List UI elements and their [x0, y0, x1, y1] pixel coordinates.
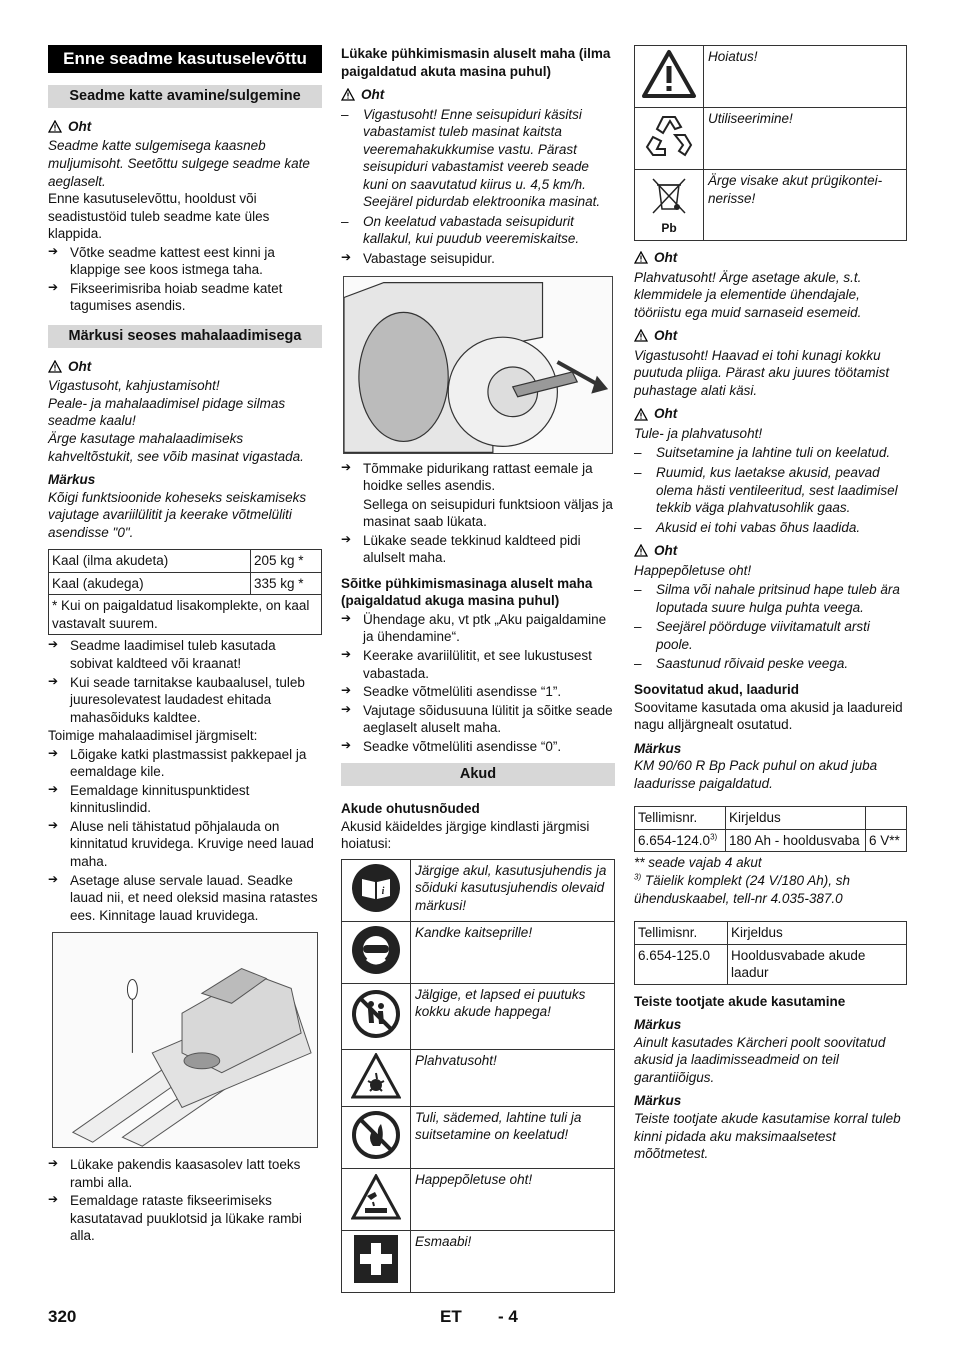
instruction-step: ➔ Vajutage sõidusuuna lülitit ja sõitke seade aeglaselt aluselt maha. — [341, 702, 615, 737]
page-number: 320 — [48, 1307, 77, 1326]
table-cell: 6 V** — [866, 829, 907, 852]
note-text: Ainult kasutades Kärcheri poolt soovitatud akusid ja laadimisseadmeid on teil garantiiõigus. — [634, 1034, 886, 1085]
section-batteries: Akud — [341, 763, 615, 786]
note-heading: Märkus — [48, 472, 96, 488]
table-row — [342, 983, 615, 1049]
table-footnote: * Kui on paigaldatud lisakomplekte, on kaal vastavalt suurem. — [49, 595, 322, 635]
symbol-text: Tuli, sädemed, lahtine tuli ja suitsetamine on keelatud! — [411, 1106, 615, 1168]
table-row — [342, 859, 615, 921]
table-header: Kirjeldus — [726, 807, 866, 830]
acid-icon — [351, 1174, 401, 1220]
warning-triangle-icon — [634, 251, 648, 264]
footnote: ** seade vajab 4 akut — [634, 855, 762, 871]
recycle-icon — [643, 111, 695, 161]
svg-text:i: i — [381, 886, 385, 898]
table-cell: 6.654-125.0 — [635, 944, 728, 984]
warning-triangle-icon — [634, 329, 648, 342]
warning-heading: Oht — [48, 358, 322, 376]
note-text: Kõigi funktsioonide koheseks seiskamiseks vajutage avariilülitit ja keerake võtmelüliti asendisse "0". — [48, 489, 307, 540]
warning-item: – Silma või nahale pritsinud hape tuleb ära loputada suure hulga puhta veega. — [634, 581, 907, 616]
section-number: - 4 — [498, 1307, 518, 1326]
body-text: Soovitame kasutada oma akusid ja laadureid nagu alljärgnealt osutatud. — [634, 699, 903, 733]
table-row — [635, 46, 907, 108]
first-aid-icon — [352, 1233, 400, 1285]
table-row — [342, 1049, 615, 1106]
table-cell: 205 kg * — [251, 550, 322, 573]
note-text: KM 90/60 R Bp Pack puhul on akud juba laadurisse paigaldatud. — [634, 758, 878, 791]
instruction-step: ➔ Fikseerimisriba hoiab seadme katet tagumises asendis. — [48, 280, 322, 315]
note-text: Teiste tootjate akude kasutamise korral tuleb kinni pidada aku maksimaalsetest mõõtmetest. — [634, 1110, 901, 1162]
warning-item: – Vigastusoht! Enne seisupiduri käsitsi vabastamist tuleb masinat kaitsta veeremahakukkumise vastu. Pärast seisupiduri vabastamist veereb seade kuni on saavutatud kiirus u. 4,5 km/h. Seejärel pidurdab elektroonika masinat. — [341, 106, 615, 211]
table-row — [342, 1106, 615, 1168]
table-row — [635, 170, 907, 241]
warning-item: – Seejärel pöörduge viivitamatult arsti poole. — [634, 618, 907, 653]
instruction-step: ➔ Eemaldage kinnituspunktidest kinnituslindid. — [48, 782, 322, 817]
warning-text: Ärge kasutage mahalaadimiseks kahveltõstukit, see võib masinat vigastada. — [48, 430, 304, 464]
instruction-step: ➔ Lükake pakendis kaasasolev latt toeks rambi alla. — [48, 1156, 322, 1191]
subheading: Teiste tootjate akude kasutamine — [634, 993, 846, 1009]
charger-order-table — [634, 921, 907, 985]
symbol-text: Utiliseerimine! — [704, 108, 907, 170]
instruction-step: ➔ Vabastage seisupidur. — [341, 250, 615, 268]
warning-item: – Saastunud rõivaid peske veega. — [634, 655, 907, 673]
instruction-step: ➔ Tõmmake pidurikang rattast eemale ja hoidke selles asendis. — [341, 460, 615, 495]
symbol-text: Ärge visake akut prügikontei-nerisse! — [704, 170, 907, 241]
note-heading: Märkus — [634, 1017, 682, 1033]
step-result: Sellega on seisupiduri funktsioon väljas ja masinat saab lükata. — [363, 496, 613, 530]
instruction-step: ➔ Seadme laadimisel tuleb kasutada sobivat kaldteed või kraanat! — [48, 637, 322, 672]
warning-triangle-icon — [634, 408, 648, 421]
no-children-icon — [351, 989, 401, 1039]
warning-text: Vigastusoht! Haavad ei tohi kunagi kokku puutuda pliiga. Pärast aku juures töötamist puhastage alati käsi. — [634, 347, 890, 398]
table-cell: 180 Ah - hooldusvaba — [726, 829, 866, 852]
symbol-text: Hoiatus! — [704, 46, 907, 108]
pb-label: Pb — [661, 221, 677, 236]
footnote: $^{3)}$ Täielik komplekt (24 V/180 Ah), sh ühenduskaabel, tell-nr 4.035-387.0 — [634, 872, 850, 906]
note-heading: Märkus — [634, 1093, 682, 1109]
instruction-step: ➔ Võtke seadme kattest eest kinni ja klappige see koos istmega taha. — [48, 244, 322, 279]
table-cell: 6.654-124.0$^{3)}$ — [635, 829, 726, 852]
table-row — [635, 922, 907, 945]
explosion-icon — [351, 1053, 401, 1099]
symbol-text: Kandke kaitseprille! — [411, 921, 615, 983]
symbol-text: Esmaabi! — [411, 1230, 615, 1292]
instruction-step: ➔ Ühendage aku, vt ptk „Aku paigaldamine ja ühendamine“. — [341, 611, 615, 646]
symbol-text: Järgige akul, kasutusjuhendis ja sõiduki kasutusjuhendis olevaid märkusi! — [411, 859, 615, 921]
instruction-step: ➔ Kui seade tarnitakse kaubaalusel, tuleb juuresolevatest laudadest ehitada mahasõiduks kaldtee. — [48, 674, 322, 727]
no-fire-icon — [351, 1110, 401, 1160]
column-middle — [341, 45, 615, 1293]
warning-heading: Oht — [341, 86, 615, 104]
instruction-step: ➔ Asetage aluse servale lauad. Seadke lauad nii, et need oleksid masina ratastes ees. Kinnitage lauad kruvidega. — [48, 872, 322, 925]
warning-triangle-icon — [634, 544, 648, 557]
body-text: Toimige mahalaadimisel järgmiselt: — [48, 728, 258, 744]
symbol-text: Jälgige, et lapsed ei puutuks kokku akude happega! — [411, 983, 615, 1049]
table-cell: Hooldusvabade akude laadur — [728, 944, 907, 984]
warning-text: Plahvatusoht! Ärge asetage akule, s.t. klemmidele ja elementide ühendajale, tööriistu ega muid sarnaseid esemeid. — [634, 269, 862, 320]
warning-icon — [641, 49, 697, 99]
instruction-step: ➔ Eemaldage rataste fikseerimiseks kasutatavad puuklotsid ja lükake rambi alla. — [48, 1192, 322, 1245]
battery-symbols-table-2 — [634, 45, 907, 241]
warning-item: – Ruumid, kus laetakse akusid, peavad olema hästi ventileeritud, sest laadimisel tekkib väga plahvatusohlik gaas. — [634, 464, 907, 517]
table-row — [342, 1168, 615, 1230]
column-left — [48, 45, 322, 1246]
warning-text: Peale- ja mahalaadimisel pidage silmas seadme kaalu! — [48, 395, 286, 429]
warning-triangle-icon — [341, 88, 355, 101]
symbol-text: Plahvatusoht! — [411, 1049, 615, 1106]
note-heading: Märkus — [634, 740, 682, 756]
instruction-step: ➔ Seadke võtmelüliti asendisse “0”. — [341, 738, 615, 756]
table-header: Tellimisnr. — [635, 922, 728, 945]
warning-triangle-icon — [48, 120, 62, 133]
table-header: Kirjeldus — [728, 922, 907, 945]
section-unloading: Märkusi seoses mahalaadimisega — [48, 325, 322, 348]
symbol-text: Happepõletuse oht! — [411, 1168, 615, 1230]
body-text: Akusid käideldes järgige kindlasti järgmisi hoiatusi: — [341, 818, 590, 852]
table-header: Tellimisnr. — [635, 807, 726, 830]
column-right — [634, 45, 907, 1163]
battery-symbols-table — [341, 859, 615, 1293]
language-code: ET — [440, 1307, 462, 1326]
table-row — [342, 1230, 615, 1292]
table-row — [342, 921, 615, 983]
table-row — [49, 550, 322, 573]
warning-item: – Akusid ei tohi vabas õhus laadida. — [634, 519, 907, 537]
section-cover-open-close: Seadme katte avamine/sulgemine — [48, 85, 322, 108]
instruction-step: ➔ Keerake avariilülitit, et see lukustusest vabastada. — [341, 647, 615, 682]
subheading: Akude ohutusnõuded — [341, 801, 480, 817]
subheading: Sõitke pühkimismasinaga aluselt maha (paigaldatud akuga masina puhul) — [341, 575, 593, 609]
table-row — [49, 595, 322, 635]
warning-text: Seadme katte sulgemisega kaasneb muljumisoht. Seetõttu sulgege seadme kate aeglaselt. — [48, 138, 310, 189]
warning-text: Vigastusoht, kahjustamisoht! — [48, 378, 220, 394]
table-header — [866, 807, 907, 830]
warning-text: Tule- ja plahvatusoht! — [634, 425, 763, 441]
subheading: Lükake pühkimismasin aluselt maha (ilma paigaldatud akuta masina puhul) — [341, 46, 611, 79]
wheel-brake-drawing — [344, 277, 612, 453]
table-cell: Kaal (ilma akudeta) — [49, 550, 251, 573]
warning-heading: Oht — [48, 118, 322, 136]
warning-item: – On keelatud vabastada seisupidurit kallakul, kui puudub veeremiskaitse. — [341, 213, 615, 248]
crossed-bin-icon — [647, 173, 691, 217]
table-cell: 335 kg * — [251, 572, 322, 595]
warning-text: Happepõletuse oht! — [634, 562, 752, 578]
instruction-step: ➔ Lõigake katki plastmassist pakkepael ja eemaldage kile. — [48, 746, 322, 781]
instruction-step: ➔ Aluse neli tähistatud põhjalauda on kinnitatud kruvidega. Kruvige need lauad maha. — [48, 818, 322, 871]
table-cell: Kaal (akudega) — [49, 572, 251, 595]
body-text: Enne kasutuselevõttu, hooldust või seadistustöid tuleb seadme kate üles klappida. — [48, 191, 270, 242]
table-row — [635, 829, 907, 852]
weight-table — [48, 549, 322, 635]
table-row — [49, 572, 322, 595]
unloading-ramp-illustration — [52, 932, 318, 1148]
table-row — [635, 108, 907, 170]
warning-heading: Oht — [634, 405, 907, 423]
instruction-step: ➔ Seadke võtmelüliti asendisse “1”. — [341, 683, 615, 701]
warning-heading: Oht — [634, 249, 907, 267]
table-row — [635, 807, 907, 830]
warning-item: – Suitsetamine ja lahtine tuli on keelatud. — [634, 444, 907, 462]
warning-heading: Oht — [634, 327, 907, 345]
book-info-icon — [351, 863, 401, 913]
goggles-icon — [351, 925, 401, 975]
brake-release-illustration — [343, 276, 613, 454]
instruction-step: ➔ Lükake seade tekkinud kaldteed pidi alulselt maha. — [341, 532, 615, 567]
warning-heading: Oht — [634, 542, 907, 560]
battery-order-table — [634, 806, 907, 852]
warning-triangle-icon — [48, 360, 62, 373]
page-title: Enne seadme kasutuselevõttu — [48, 45, 322, 73]
table-row — [635, 944, 907, 984]
subheading: Soovitatud akud, laadurid — [634, 682, 800, 698]
sweeper-on-pallet-drawing — [53, 933, 317, 1147]
